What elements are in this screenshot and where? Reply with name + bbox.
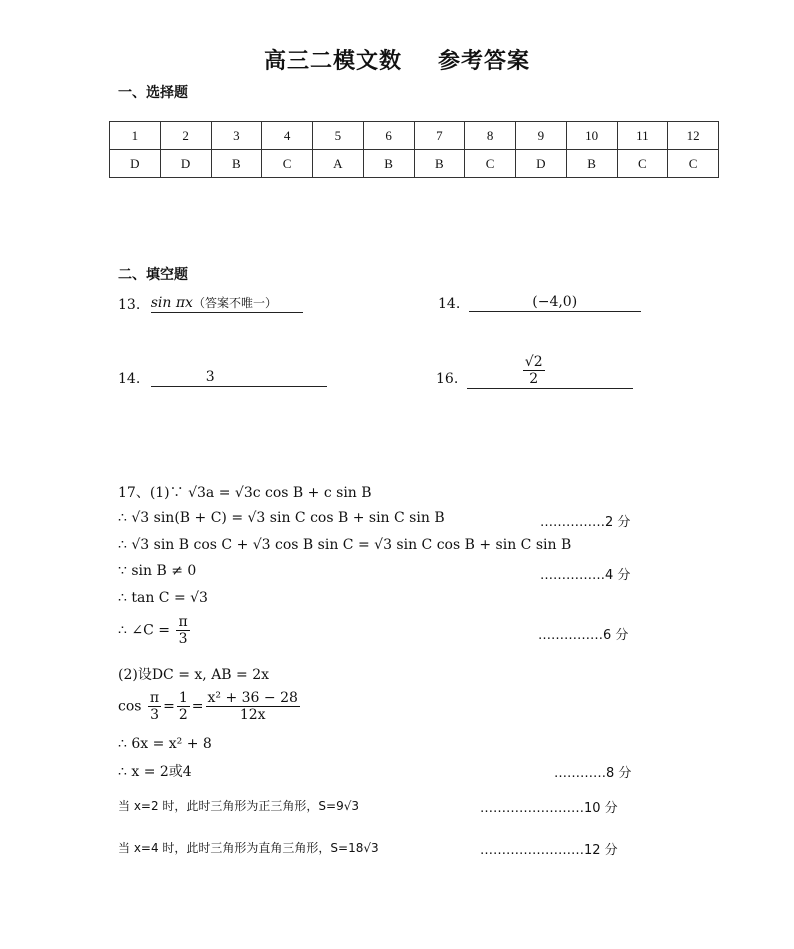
table-cell: 8	[465, 122, 516, 150]
fill-q14a	[438, 294, 641, 312]
table-cell: B	[211, 150, 262, 178]
q17-line-4: ∵ sin B ≠ 0	[118, 563, 197, 579]
answer-note: （答案不唯一）	[192, 296, 277, 310]
score-10: ……………………10 分	[480, 801, 618, 816]
score-6: ……………6 分	[538, 628, 629, 643]
fill-q13	[118, 294, 303, 313]
choice-answer-table	[109, 121, 719, 178]
q17-line-6	[118, 614, 192, 647]
score-2: ……………2 分	[540, 515, 631, 530]
table-cell: 1	[110, 122, 161, 150]
q17-line-5: ∴ tan C = √3	[118, 590, 208, 606]
table-cell: 9	[516, 122, 567, 150]
q17-line-2: ∴ √3 sin(B + C) = √3 sin C cos B + sin C sin B	[118, 510, 445, 526]
table-cell: 5	[313, 122, 364, 150]
title-right: 参考答案	[438, 49, 531, 74]
table-cell: C	[668, 150, 719, 178]
score-4: ……………4 分	[540, 568, 631, 583]
fraction	[176, 614, 189, 647]
fraction-numerator: 1	[178, 690, 188, 706]
q17-line-12: 当 x=4 时，此时三角形为直角三角形，S=18√3	[118, 841, 379, 855]
answer-text: (−4,0)	[532, 294, 578, 310]
fill-q16	[436, 354, 633, 389]
fraction-denominator: 3	[150, 707, 159, 723]
fraction-denominator: 2	[529, 371, 539, 387]
score-8: …………8 分	[554, 766, 632, 781]
answer-blank	[151, 294, 303, 313]
answer-text: sin πx	[150, 295, 193, 311]
fraction-numerator: √2	[524, 354, 543, 370]
table-cell: C	[465, 150, 516, 178]
fraction	[148, 690, 161, 723]
table-cell: 2	[160, 122, 211, 150]
table-cell: D	[516, 150, 567, 178]
fraction-denominator: 12x	[239, 707, 266, 723]
question-number: 16.	[436, 371, 459, 387]
fraction-numerator: π	[178, 614, 188, 630]
table-cell: 4	[262, 122, 313, 150]
table-cell: D	[160, 150, 211, 178]
table-cell: 10	[566, 122, 617, 150]
table-row-answers	[110, 150, 719, 178]
fraction-numerator: π	[149, 690, 160, 706]
section-heading-fill: 二、填空题	[118, 267, 188, 283]
answer-blank	[467, 354, 633, 389]
table-cell: 11	[617, 122, 668, 150]
q17-line-11: 当 x=2 时，此时三角形为正三角形，S=9√3	[118, 799, 360, 813]
table-cell: D	[110, 150, 161, 178]
table-cell: 3	[211, 122, 262, 150]
answer-blank	[469, 294, 641, 312]
fill-q14b	[118, 369, 327, 387]
question-number: 14.	[438, 296, 461, 312]
table-cell: C	[262, 150, 313, 178]
fraction	[206, 690, 300, 723]
answer-fraction	[523, 354, 545, 387]
fraction-numerator: x² + 36 − 28	[207, 690, 298, 706]
fraction	[177, 690, 190, 723]
answer-blank	[151, 369, 327, 387]
q17-line-1: 17、(1)∵ √3a = √3c cos B + c sin B	[118, 485, 372, 501]
question-number: 14.	[118, 371, 141, 387]
table-cell: 6	[363, 122, 414, 150]
table-cell: B	[414, 150, 465, 178]
table-cell: 12	[668, 122, 719, 150]
q17-line-7: (2)设DC = x, AB = 2x	[118, 667, 270, 683]
table-cell: B	[566, 150, 617, 178]
table-cell: C	[617, 150, 668, 178]
table-cell: A	[313, 150, 364, 178]
answer-text: 3	[205, 369, 215, 385]
page-title	[0, 44, 794, 75]
fraction-denominator: 3	[178, 631, 188, 647]
equation-prefix: ∴ ∠C =	[118, 622, 170, 639]
table-cell: B	[363, 150, 414, 178]
q17-line-9: ∴ 6x = x² + 8	[118, 736, 212, 752]
question-number: 13.	[118, 297, 141, 313]
q17-line-3: ∴ √3 sin B cos C + √3 cos B sin C = √3 sin C cos B + sin C sin B	[118, 537, 572, 553]
table-cell: 7	[414, 122, 465, 150]
q17-line-8: cos $\frac{\pi}{3}$ = $\frac{1}{2}$ = $\frac{\text{x² + 36 − 28}}{12x}$	[118, 690, 298, 723]
section-heading-choice: 一、选择题	[118, 85, 188, 101]
fraction-denominator: 2	[178, 707, 188, 723]
cos-label: cos	[118, 698, 142, 715]
title-left: 高三二模文数	[263, 49, 402, 74]
table-row-numbers	[110, 122, 719, 150]
q17-line-10: ∴ x = 2或4	[118, 764, 192, 780]
score-12: ……………………12 分	[480, 843, 618, 858]
